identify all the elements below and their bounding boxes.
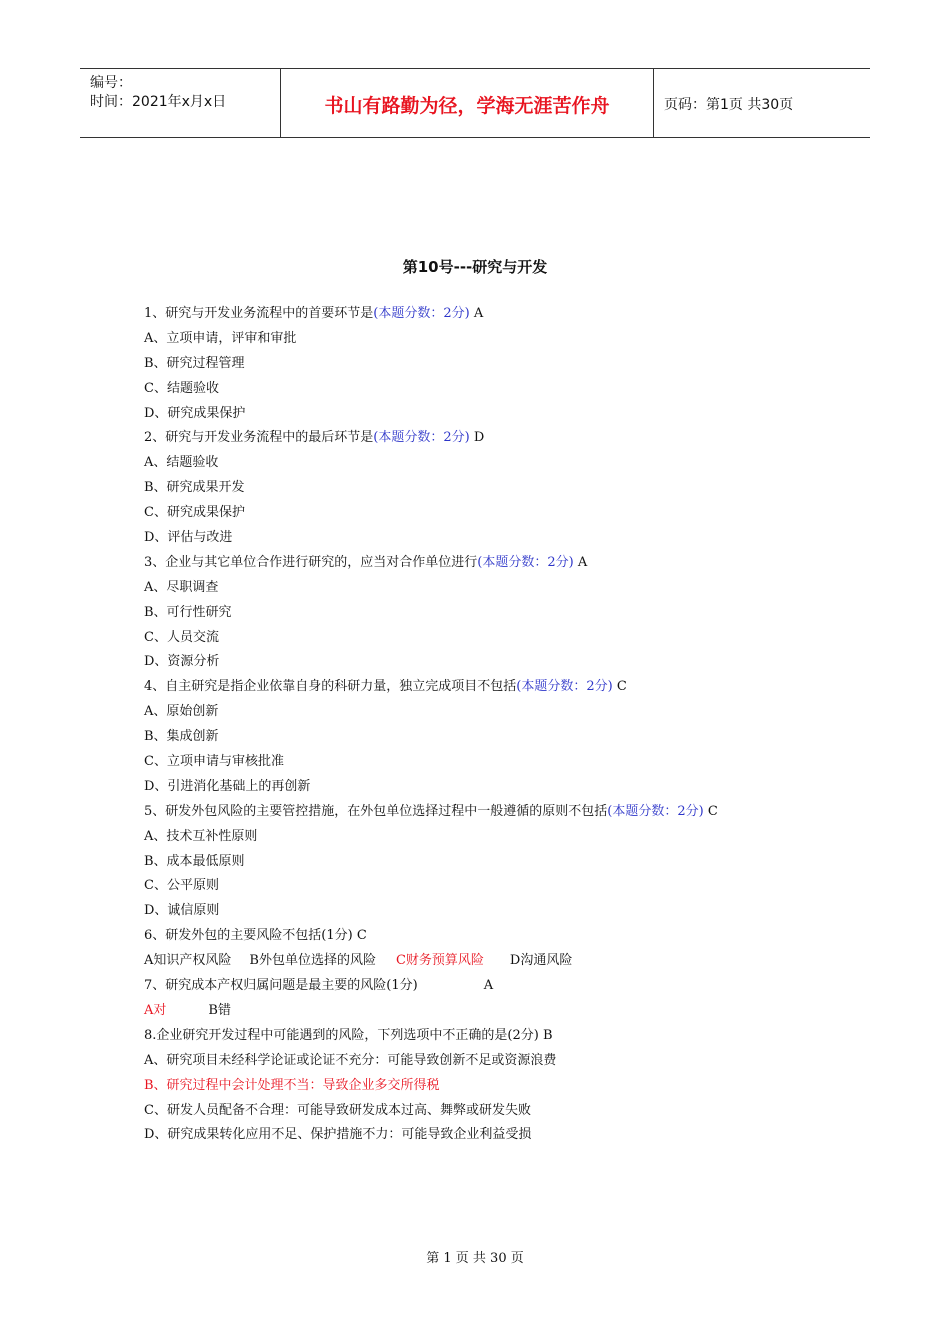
question-text: 7、研究成本产权归属问题是最主要的风险(1分) bbox=[144, 978, 418, 994]
question-6: 6、研发外包的主要风险不包括(1分) C bbox=[144, 928, 367, 944]
option-a: A、立项申请，评审和审批 bbox=[144, 330, 297, 346]
question-7-options bbox=[144, 999, 864, 1024]
option-a: A、研究项目未经科学论证或论证不充分：可能导致创新不足或资源浪费 bbox=[144, 1052, 557, 1068]
option-c: C、公平原则 bbox=[144, 878, 219, 894]
option-b: B、成本最低原则 bbox=[144, 853, 245, 869]
option-d: D、研究成果保护 bbox=[144, 405, 246, 421]
question-text: 2、研究与开发业务流程中的最后环节是 bbox=[144, 430, 374, 446]
option-b: B、研究过程中会计处理不当：导致企业多交所得税 bbox=[144, 1077, 440, 1093]
page-footer: 第 1 页 共 30 页 bbox=[426, 1251, 524, 1266]
option-d: D、资源分析 bbox=[144, 654, 220, 670]
question-1 bbox=[144, 302, 864, 327]
option-a: A、尽职调查 bbox=[144, 579, 219, 595]
option-b: B、集成创新 bbox=[144, 729, 219, 745]
option-a: A对 bbox=[144, 1002, 167, 1018]
question-8: 8.企业研究开发过程中可能遇到的风险，下列选项中不正确的是(2分) B bbox=[144, 1027, 553, 1043]
option-c: C、立项申请与审核批准 bbox=[144, 754, 284, 770]
header-left-cell bbox=[80, 69, 281, 137]
answer: D bbox=[469, 430, 485, 446]
question-3 bbox=[144, 551, 864, 576]
date-label: 时间：2021年x月x日 bbox=[90, 94, 227, 110]
option-d: D沟通风险 bbox=[509, 953, 573, 969]
option-c: C、研发人员配备不合理：可能导致研发成本过高、舞弊或研发失败 bbox=[144, 1102, 531, 1118]
score-note: (本题分数：2分) bbox=[516, 679, 613, 695]
answer: C bbox=[612, 679, 627, 695]
score-note: (本题分数：2分) bbox=[373, 306, 470, 321]
page-info: 页码：第1页 共30页 bbox=[664, 97, 794, 113]
option-a: A、原始创新 bbox=[144, 704, 219, 720]
option-b: B外包单位选择的风险 bbox=[249, 953, 376, 969]
score-note: (本题分数：2分) bbox=[373, 430, 470, 446]
question-2 bbox=[144, 426, 864, 451]
option-b: B、可行性研究 bbox=[144, 604, 232, 620]
option-c: C、结题验收 bbox=[144, 380, 219, 396]
option-a: A、技术互补性原则 bbox=[144, 828, 258, 844]
answer: A bbox=[469, 306, 484, 321]
question-text: 4、自主研究是指企业依靠自身的科研力量，独立完成项目不包括 bbox=[144, 679, 517, 695]
question-6-options bbox=[144, 949, 864, 974]
option-c: C财务预算风险 bbox=[395, 953, 484, 969]
question-7 bbox=[144, 974, 864, 999]
question-5 bbox=[144, 800, 864, 825]
motto: 书山有路勤为径，学海无涯苦作舟 bbox=[324, 95, 610, 117]
answer: A bbox=[573, 554, 588, 570]
score-note: (本题分数：2分) bbox=[607, 803, 704, 819]
option-a: A、结题验收 bbox=[144, 455, 219, 471]
header-right-cell bbox=[654, 69, 870, 137]
question-text: 1、研究与开发业务流程中的首要环节是 bbox=[144, 306, 374, 321]
number-label: 编号： bbox=[90, 75, 132, 91]
option-c: C、人员交流 bbox=[144, 629, 219, 645]
header-middle-cell bbox=[281, 69, 654, 137]
answer: A bbox=[483, 978, 494, 994]
document-title: 第10号---研究与开发 bbox=[402, 258, 548, 276]
question-list bbox=[144, 302, 864, 1148]
document-header bbox=[80, 68, 870, 138]
option-b: B、研究成果开发 bbox=[144, 480, 245, 496]
option-d: D、研究成果转化应用不足、保护措施不力：可能导致企业利益受损 bbox=[144, 1127, 532, 1143]
option-d: D、评估与改进 bbox=[144, 530, 233, 546]
option-d: D、诚信原则 bbox=[144, 903, 220, 919]
option-b: B错 bbox=[208, 1002, 231, 1018]
option-b: B、研究过程管理 bbox=[144, 355, 245, 371]
question-text: 5、研发外包风险的主要管控措施，在外包单位选择过程中一般遵循的原则不包括 bbox=[144, 803, 608, 819]
option-c: C、研究成果保护 bbox=[144, 505, 245, 521]
option-a: A知识产权风险 bbox=[144, 953, 232, 969]
question-text: 3、企业与其它单位合作进行研究的，应当对合作单位进行 bbox=[144, 554, 478, 570]
score-note: (本题分数：2分) bbox=[477, 554, 574, 570]
option-d: D、引进消化基础上的再创新 bbox=[144, 778, 311, 794]
question-4 bbox=[144, 675, 864, 700]
answer: C bbox=[703, 803, 718, 819]
